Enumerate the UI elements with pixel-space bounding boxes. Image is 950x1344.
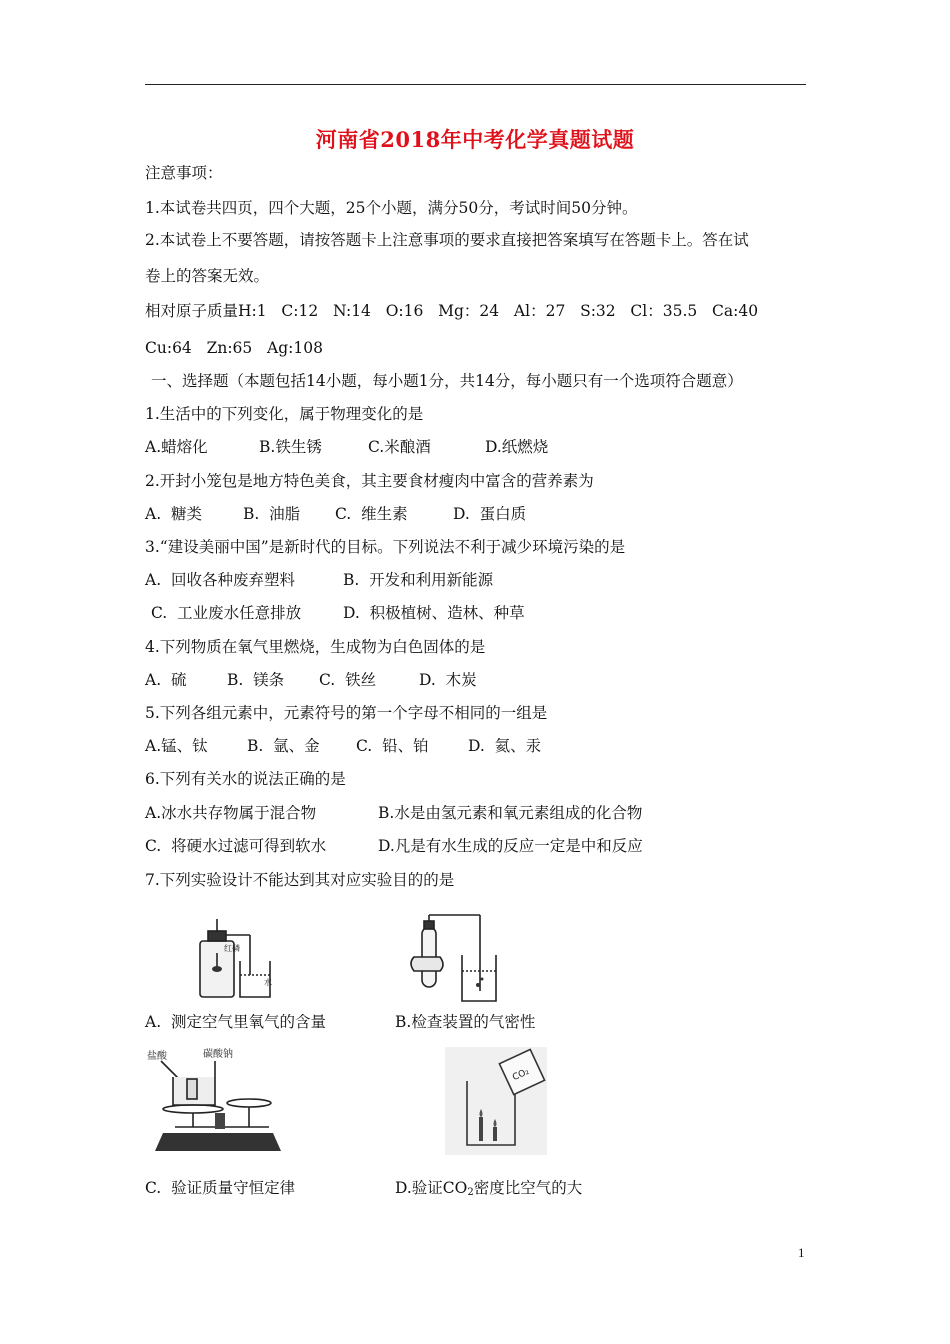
question-7-option-d bbox=[395, 1178, 582, 1203]
question-4-stem: 4.下列物质在氧气里燃烧，生成物为白色固体的是 bbox=[145, 638, 486, 656]
figure-c-balance-apparatus bbox=[145, 1047, 283, 1157]
question-2-option-d: D. 蛋白质 bbox=[453, 505, 527, 523]
atomic-mass-line-1: 相对原子质量H:1 C:12 N:14 O:16 Mg：24 Al：27 S:32 Cl：35.5 Ca:40 bbox=[145, 302, 759, 320]
notice-item-1: 1.本试卷共四页，四个大题，25个小题，满分50分，考试时间50分钟。 bbox=[145, 199, 638, 217]
question-5-option-c: C. 铅、铂 bbox=[356, 737, 429, 755]
question-1-option-d: D.纸燃烧 bbox=[485, 438, 549, 456]
page-number: 1 bbox=[798, 1245, 805, 1260]
question-5-stem: 5.下列各组元素中，元素符号的第一个字母不相同的一组是 bbox=[145, 704, 548, 722]
question-2-option-b: B. 油脂 bbox=[243, 505, 301, 523]
figure-b-airtightness-apparatus bbox=[400, 905, 500, 1005]
question-5-option-a: A.锰、钛 bbox=[145, 737, 208, 755]
question-7-option-c: C. 验证质量守恒定律 bbox=[145, 1179, 296, 1197]
question-7-option-a: A. 测定空气里氧气的含量 bbox=[145, 1013, 326, 1031]
question-7-option-d-suffix: 密度比空气的大 bbox=[473, 1179, 583, 1197]
question-7-stem: 7.下列实验设计不能达到其对应实验目的的是 bbox=[145, 871, 455, 889]
question-7-option-d-prefix: D.验证CO bbox=[395, 1179, 468, 1197]
question-2-stem: 2.开封小笼包是地方特色美食，其主要食材瘦肉中富含的营养素为 bbox=[145, 472, 594, 490]
atomic-mass-line-2: Cu:64 Zn:65 Ag:108 bbox=[145, 339, 323, 357]
question-2-option-c: C. 维生素 bbox=[335, 505, 408, 523]
figure-a-label-phosphorus: 红磷 bbox=[224, 944, 240, 953]
question-6-option-b: B.水是由氢元素和氧元素组成的化合物 bbox=[378, 804, 643, 822]
question-2-option-a: A. 糖类 bbox=[145, 505, 202, 523]
question-3-option-d: D. 积极植树、造林、种草 bbox=[343, 604, 525, 622]
figure-a-oxygen-apparatus bbox=[188, 913, 278, 1003]
question-1-option-a: A.蜡熔化 bbox=[145, 438, 208, 456]
notice-item-2-line-2: 卷上的答案无效。 bbox=[145, 267, 270, 285]
figure-d-label-co2: CO₂ bbox=[511, 1066, 531, 1084]
question-4-option-b: B. 镁条 bbox=[227, 671, 285, 689]
question-6-option-c: C. 将硬水过滤可得到软水 bbox=[145, 837, 327, 855]
figure-a-label-water: 水 bbox=[264, 978, 272, 987]
question-1-option-c: C.米酿酒 bbox=[368, 438, 431, 456]
question-3-option-b: B. 开发和利用新能源 bbox=[343, 571, 494, 589]
question-6-stem: 6.下列有关水的说法正确的是 bbox=[145, 770, 346, 788]
question-4-option-c: C. 铁丝 bbox=[319, 671, 377, 689]
figure-c-label-carbonate: 碳酸钠 bbox=[203, 1049, 233, 1060]
question-4-option-a: A. 硫 bbox=[145, 671, 187, 689]
question-3-option-a: A. 回收各种废弃塑料 bbox=[145, 571, 295, 589]
question-1-stem: 1.生活中的下列变化，属于物理变化的是 bbox=[145, 405, 424, 423]
question-3-option-c: C. 工业废水任意排放 bbox=[151, 604, 302, 622]
notice-item-2-line-1: 2.本试卷上不要答题，请按答题卡上注意事项的要求直接把答案填写在答题卡上。答在试 bbox=[145, 231, 749, 249]
figure-d-co2-apparatus bbox=[445, 1047, 547, 1155]
question-6-option-a: A.冰水共存物属于混合物 bbox=[145, 804, 317, 822]
top-rule bbox=[145, 84, 806, 85]
question-5-option-b: B. 氩、金 bbox=[247, 737, 320, 755]
question-7-option-d-subscript: 2 bbox=[467, 1187, 474, 1198]
question-4-option-d: D. 木炭 bbox=[419, 671, 477, 689]
question-3-stem: 3.“建设美丽中国”是新时代的目标。下列说法不利于减少环境污染的是 bbox=[145, 538, 626, 556]
section-1-heading: 一、选择题（本题包括14小题，每小题1分，共14分，每小题只有一个选项符合题意） bbox=[151, 372, 743, 390]
question-5-option-d: D. 氦、汞 bbox=[468, 737, 542, 755]
page-title: 河南省2018年中考化学真题试题 bbox=[315, 127, 635, 152]
figure-c-label-acid: 盐酸 bbox=[147, 1051, 167, 1062]
notice-heading: 注意事项： bbox=[145, 164, 223, 182]
question-6-option-d: D.凡是有水生成的反应一定是中和反应 bbox=[378, 837, 643, 855]
question-1-option-b: B.铁生锈 bbox=[259, 438, 322, 456]
question-7-option-b: B.检查装置的气密性 bbox=[395, 1013, 536, 1031]
